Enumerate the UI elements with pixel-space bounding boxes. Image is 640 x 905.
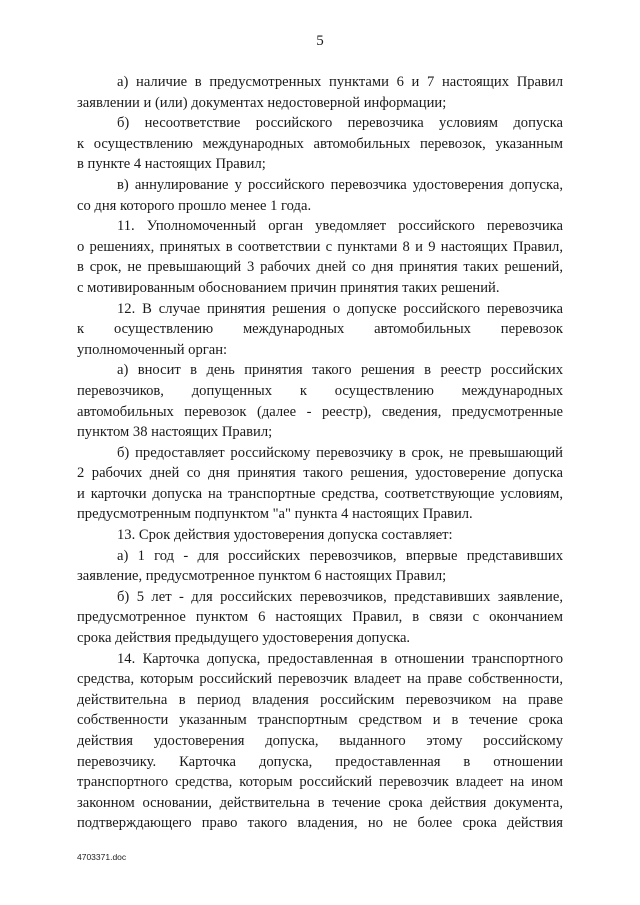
- text-line: в пункте 4 настоящих Правил;: [77, 156, 266, 173]
- text-line: б) предоставляет российскому перевозчику в срок, не превышающий: [117, 444, 563, 461]
- text-line: предусмотренное пунктом 6 настоящих Правил, в связи с окончанием: [77, 609, 563, 626]
- text-line: 2 рабочих дней со дня принятия такого решения, удостоверение допуска: [77, 465, 563, 482]
- document-body: [77, 72, 563, 834]
- text-line: действительна в период владения российским перевозчиком на праве: [77, 691, 563, 708]
- text-line: 11. Уполномоченный орган уведомляет российского перевозчика: [117, 218, 563, 235]
- text-line: б) несоответствие российского перевозчика условиям допуска: [117, 115, 563, 132]
- text-line: перевозчику. Карточка допуска, предоставленная в отношении: [77, 753, 563, 770]
- text-line: средства, которым российский перевозчик владеет на праве собственности,: [77, 671, 563, 688]
- text-line: с мотивированным обоснованием причин принятия таких решений.: [77, 279, 500, 296]
- text-line: заявлении и (или) документах недостоверной информации;: [77, 94, 447, 111]
- page-number: 5: [316, 33, 324, 49]
- text-line: 14. Карточка допуска, предоставленная в отношении транспортного: [117, 650, 563, 667]
- text-line: предусмотренным подпунктом "а" пункта 4 настоящих Правил.: [77, 506, 473, 523]
- text-line: в срок, не превышающий 3 рабочих дней со дня принятия таких решений,: [77, 259, 563, 276]
- text-line: автомобильных перевозок (далее - реестр), сведения, предусмотренные: [77, 403, 563, 420]
- text-line: 13. Срок действия удостоверения допуска составляет:: [117, 527, 453, 544]
- text-line: а) 1 год - для российских перевозчиков, впервые представивших: [117, 547, 563, 564]
- text-line: и карточки допуска на транспортные средства, соответствующие условиям,: [77, 485, 563, 502]
- text-line: о решениях, принятых в соответствии с пунктами 8 и 9 настоящих Правил,: [77, 238, 563, 255]
- text-line: срока действия предыдущего удостоверения допуска.: [77, 630, 411, 647]
- text-line: к осуществлению международных автомобильных перевозок, указанным: [77, 135, 563, 152]
- text-line: а) наличие в предусмотренных пунктами 6 и 7 настоящих Правил: [117, 74, 563, 90]
- text-line: пунктом 38 настоящих Правил;: [77, 424, 273, 441]
- text-line: действия удостоверения допуска, выданного этому российскому: [77, 733, 563, 749]
- text-line: собственности указанным транспортным средством и в течение срока: [77, 712, 563, 729]
- text-line: перевозчиков, допущенных к осуществлению международных: [77, 382, 563, 399]
- text-line: а) вносит в день принятия такого решения в реестр российских: [117, 362, 563, 379]
- text-line: подтверждающего право такого владения, но не более срока действия: [77, 815, 563, 832]
- text-line: транспортного средства, которым российский перевозчик владеет на ином: [77, 774, 563, 791]
- text-line: заявление, предусмотренное пунктом 6 настоящих Правил;: [77, 568, 447, 585]
- text-line: законном основании, действительна в течение срока действия документа,: [77, 794, 563, 811]
- text-line: к осуществлению международных автомобильных перевозок: [77, 321, 563, 338]
- text-line: в) аннулирование у российского перевозчика удостоверения допуска,: [117, 176, 563, 193]
- file-name-footer: 4703371.doc: [77, 852, 127, 862]
- text-line: 12. В случае принятия решения о допуске российского перевозчика: [117, 300, 563, 317]
- text-line: уполномоченный орган:: [77, 341, 228, 358]
- text-line: б) 5 лет - для российских перевозчиков, представивших заявление,: [117, 588, 563, 605]
- text-line: со дня которого прошло менее 1 года.: [77, 197, 312, 214]
